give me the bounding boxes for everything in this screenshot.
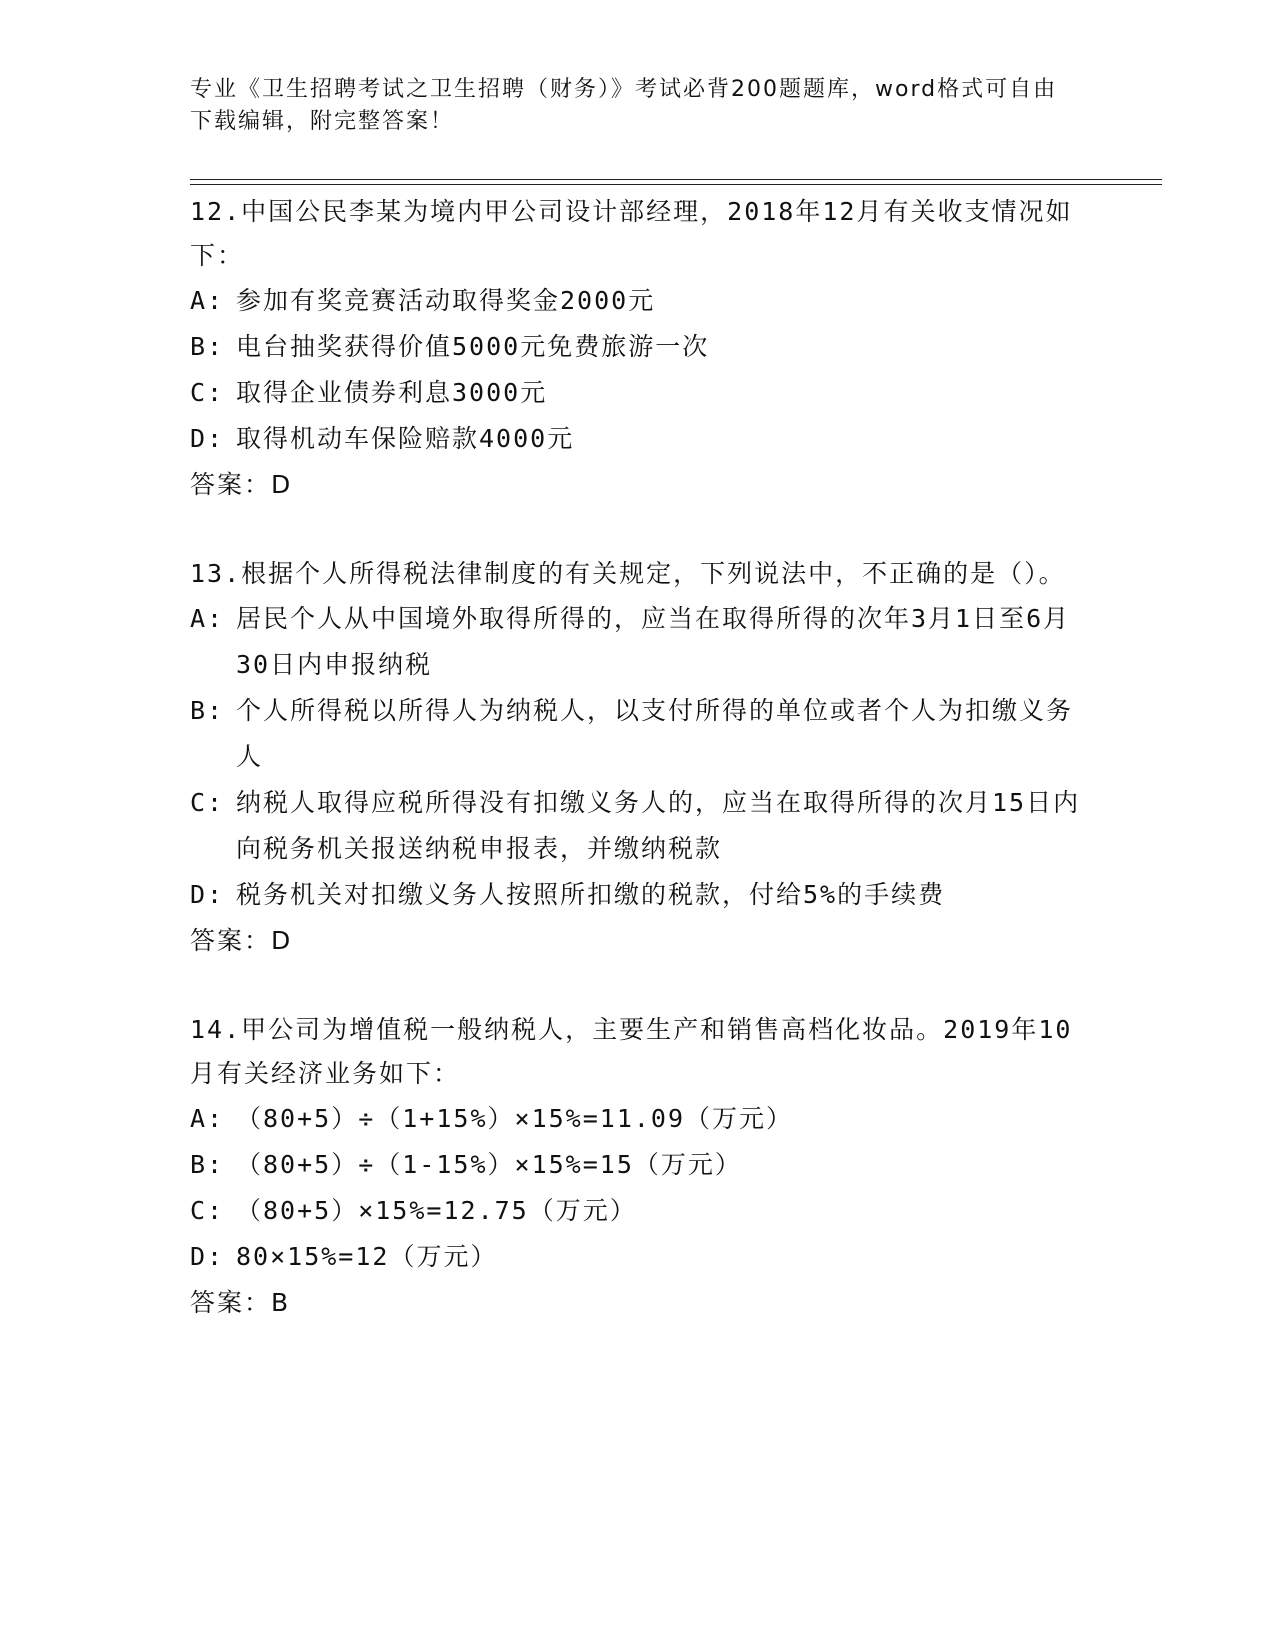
question-item — [190, 190, 1090, 508]
option-key: C: — [190, 1196, 225, 1225]
option-text: 纳税人取得应税所得没有扣缴义务人的，应当在取得所得的次月15日内向税务机关报送纳税申报表，并缴纳税款 — [236, 788, 1081, 863]
option-d — [190, 416, 1090, 462]
option-c — [190, 780, 1090, 872]
answer-line: 答案：D — [190, 470, 293, 499]
option-key: D: — [190, 424, 225, 453]
option-b — [190, 688, 1090, 780]
option-text: （80+5）×15%=12.75（万元） — [236, 1196, 637, 1225]
header-divider-bottom — [190, 184, 1162, 185]
option-text: 居民个人从中国境外取得所得的，应当在取得所得的次年3月1日至6月30日内申报纳税 — [236, 604, 1071, 679]
option-text: 个人所得税以所得人为纳税人，以支付所得的单位或者个人为扣缴义务人 — [236, 696, 1074, 771]
option-key: B: — [190, 1150, 225, 1179]
question-list — [190, 190, 1090, 1370]
option-d — [190, 872, 1090, 918]
question-title: 13.根据个人所得税法律制度的有关规定，下列说法中，不正确的是（）。 — [190, 559, 1066, 588]
option-b — [190, 1142, 1090, 1188]
option-key: A: — [190, 286, 225, 315]
option-a — [190, 278, 1090, 324]
document-header: 专业《卫生招聘考试之卫生招聘（财务）》考试必背200题题库，word格式可自由下载编辑，附完整答案！ — [190, 77, 1058, 134]
option-text: 80×15%=12（万元） — [236, 1242, 498, 1271]
option-key: B: — [190, 332, 225, 361]
option-a — [190, 596, 1090, 688]
option-text: （80+5）÷（1+15%）×15%=11.09（万元） — [236, 1104, 794, 1133]
question-item — [190, 1008, 1090, 1326]
option-text: 取得企业债券利息3000元 — [236, 378, 548, 407]
option-c — [190, 370, 1090, 416]
option-d — [190, 1234, 1090, 1280]
question-title: 12.中国公民李某为境内甲公司设计部经理，2018年12月有关收支情况如下： — [190, 197, 1073, 270]
answer-line: 答案：D — [190, 926, 293, 955]
option-key: C: — [190, 788, 225, 817]
option-text: 电台抽奖获得价值5000元免费旅游一次 — [236, 332, 710, 361]
question-item — [190, 552, 1090, 964]
option-text: 参加有奖竞赛活动取得奖金2000元 — [236, 286, 656, 315]
option-text: 取得机动车保险赔款4000元 — [236, 424, 575, 453]
option-key: B: — [190, 696, 225, 725]
option-key: A: — [190, 604, 225, 633]
option-c — [190, 1188, 1090, 1234]
option-key: A: — [190, 1104, 225, 1133]
question-title: 14.甲公司为增值税一般纳税人，主要生产和销售高档化妆品。2019年10月有关经济业务如下： — [190, 1015, 1073, 1088]
header-divider-top — [190, 179, 1162, 180]
option-b — [190, 324, 1090, 370]
answer-line: 答案：B — [190, 1288, 291, 1317]
option-a — [190, 1096, 1090, 1142]
option-key: D: — [190, 1242, 225, 1271]
option-text: （80+5）÷（1-15%）×15%=15（万元） — [236, 1150, 742, 1179]
option-key: D: — [190, 880, 225, 909]
option-key: C: — [190, 378, 225, 407]
option-text: 税务机关对扣缴义务人按照所扣缴的税款，付给5%的手续费 — [236, 880, 946, 909]
